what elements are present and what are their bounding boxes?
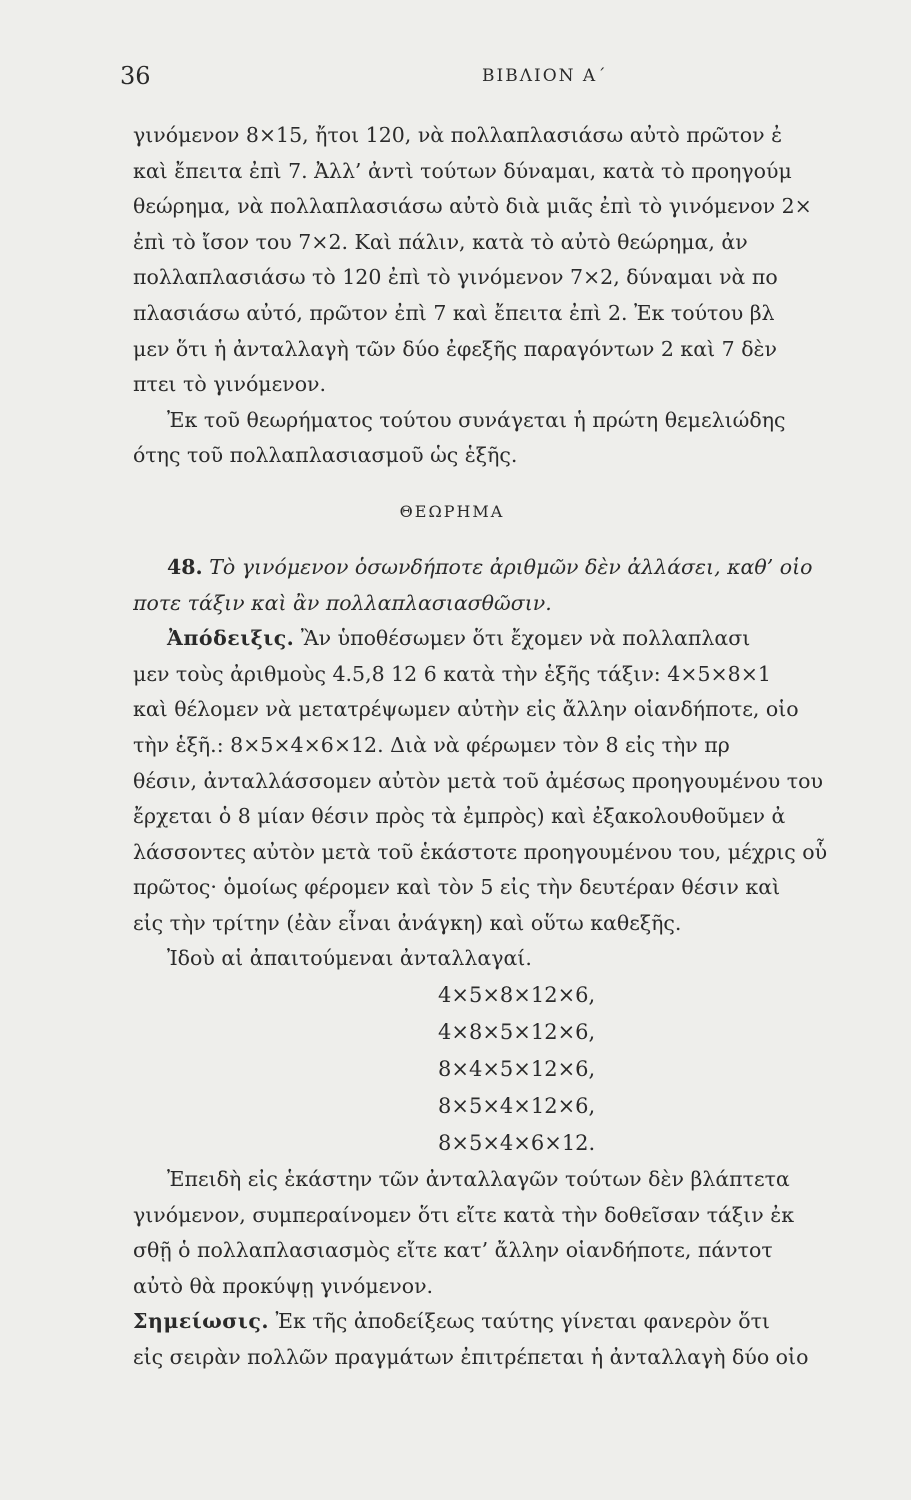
text-line: Ἰδοὺ αἱ ἀπαιτούμεναι ἀνταλλαγαί. (167, 946, 532, 971)
text-line: γινόμενον 8×15, ἤτοι 120, νὰ πολλαπλασιάσω αὐτὸ πρῶτον ἐ (133, 123, 783, 147)
theorem-number: 48. (167, 554, 203, 579)
text-line: ότης τοῦ πολλαπλασιασμοῦ ὡς ἑξῆς. (133, 443, 518, 468)
formula-line: 8×5×4×6×12. (438, 1131, 596, 1156)
proof-text: Ἂν ὑποθέσωμεν ὅτι ἔχομεν νὰ πολλαπλασι (294, 626, 751, 651)
formula-line: 4×8×5×12×6, (438, 1020, 596, 1045)
text-line: πρῶτος· ὁμοίως φέρομεν καὶ τὸν 5 εἰς τὴν δευτέραν θέσιν καὶ (133, 875, 781, 900)
text-line: μεν ὅτι ἡ ἀνταλλαγὴ τῶν δύο ἐφεξῆς παραγόντων 2 καὶ 7 δὲν (133, 336, 778, 361)
proof-label: Ἀπόδειξις. (167, 626, 295, 651)
text-line: πλασιάσω αὐτό, πρῶτον ἐπὶ 7 καὶ ἔπειτα ἐπὶ 2. Ἐκ τούτου βλ (133, 300, 775, 325)
formula-line: 4×5×8×12×6, (438, 983, 596, 1008)
text-line: γινόμενον, συμπεραίνομεν ὅτι εἴτε κατὰ τὴν δοθεῖσαν τάξιν ἐκ (133, 1202, 795, 1227)
text-line: καὶ ἔπειτα ἐπὶ 7. Ἀλλ’ ἀντὶ τούτων δύναμαι, κατὰ τὸ προηγούμ (133, 158, 792, 183)
text-line: Ἐπειδὴ εἰς ἑκάστην τῶν ἀνταλλαγῶν τούτων δὲν βλάπτετα (167, 1167, 790, 1192)
text-line: εἰς τὴν τρίτην (ἐὰν εἶναι ἀνάγκη) καὶ οὕτω καθεξῆς. (133, 910, 682, 935)
note-label: Σημείωσις. (133, 1309, 269, 1334)
text-line: αὐτὸ θὰ προκύψῃ γινόμενον. (133, 1273, 434, 1298)
theorem-text: ποτε τάξιν καὶ ἂν πολλαπλασιασθῶσιν. (133, 590, 552, 615)
formula-line: 8×5×4×12×6, (438, 1094, 596, 1119)
text-line: πολλαπλασιάσω τὸ 120 ἐπὶ τὸ γινόμενον 7×2, δύναμαι νὰ πο (133, 265, 778, 290)
text-line: λάσσοντες αὐτὸν μετὰ τοῦ ἑκάστοτε προηγουμένου του, μέχρις οὗ (133, 839, 828, 864)
text-line: καὶ θέλομεν νὰ μετατρέψωμεν αὐτὴν εἰς ἄλλην οἱανδήποτε, οἱο (133, 697, 799, 722)
text-line: μεν τοὺς ἀριθμοὺς 4.5,8 12 6 κατὰ τὴν ἑξῆς τάξιν: 4×5×8×1 (133, 661, 771, 686)
theorem-statement (133, 550, 911, 586)
text-line: πτει τὸ γινόμενον. (133, 372, 327, 397)
note-first-line (133, 1304, 911, 1340)
formula-line: 8×4×5×12×6, (438, 1057, 596, 1082)
theorem-heading: ΘΕΩΡΗΜΑ (399, 501, 505, 521)
note-text: Ἐκ τῆς ἀποδείξεως ταύτης γίνεται φανερὸν ὅτι (268, 1309, 770, 1334)
text-line: θεώρημα, νὰ πολλαπλασιάσω αὐτὸ διὰ μιᾶς ἐπὶ τὸ γινόμενον 2× (133, 194, 812, 219)
proof-first-line (133, 621, 911, 657)
text-line: ἔρχεται ὁ 8 μίαν θέσιν πρὸς τὰ ἐμπρὸς) καὶ ἐξακολουθοῦμεν ἀ (133, 804, 786, 829)
theorem-text: Τὸ γινόμενον ὁσωνδήποτε ἀριθμῶν δὲν ἀλλάσει, καθ’ οἱο (209, 554, 813, 579)
page-header (120, 62, 911, 96)
text-line: ἐπὶ τὸ ἴσον του 7×2. Καὶ πάλιν, κατὰ τὸ αὐτὸ θεώρημα, ἀν (133, 229, 748, 254)
text-line: σθῇ ὁ πολλαπλασιασμὸς εἴτε κατ’ ἄλλην οἱανδήποτε, πάντοτ (133, 1238, 773, 1263)
text-line: εἰς σειρὰν πολλῶν πραγμάτων ἐπιτρέπεται ἡ ἀνταλλαγὴ δύο οἱο (133, 1345, 809, 1370)
text-line: Ἐκ τοῦ θεωρήματος τούτου συνάγεται ἡ πρώτη θεμελιώδης (167, 407, 786, 432)
page-number: 36 (120, 62, 151, 90)
text-line: τὴν ἑξῆ.: 8×5×4×6×12. Διὰ νὰ φέρωμεν τὸν 8 εἰς τὴν πρ (133, 732, 730, 757)
body-text (133, 118, 911, 1376)
text-line: θέσιν, ἀνταλλάσσομεν αὐτὸν μετὰ τοῦ ἀμέσως προηγουμένου του (133, 768, 823, 793)
running-head: ΒΙΒΛΙΟΝ Α΄ (482, 66, 608, 86)
